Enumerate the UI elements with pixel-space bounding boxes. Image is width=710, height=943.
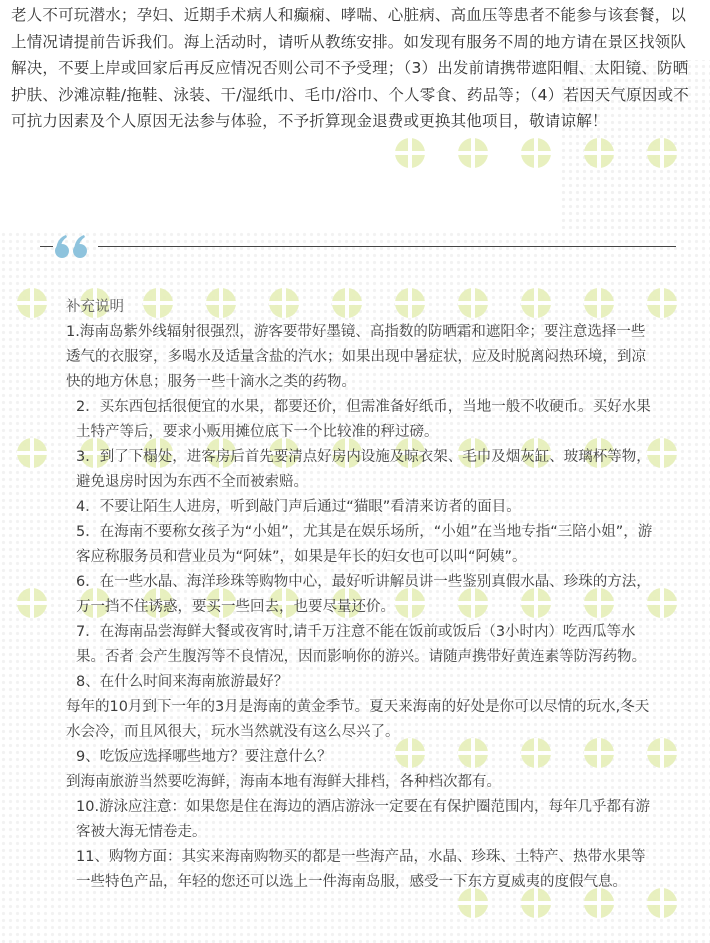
supplement-answer: 到海南旅游当然要吃海鲜，海南本地有海鲜大排档，各种档次都有。 xyxy=(66,774,501,790)
supplement-item: 11、购物方面：其实来海南购物买的都是一些海产品，水晶、珍珠、土特产、热带水果等一些特色产品，年轻的您还可以选上一件海南岛服，感受一下东方夏威夷的度假气息。 xyxy=(76,849,646,890)
supplement-answer: 每年的10月到下一年的3月是海南的黄金季节。夏天来海南的好处是你可以尽情的玩水,冬天水会冷，而且风很大，玩水当然就没有这么尽兴了。 xyxy=(66,699,650,740)
supplement-item: 6．在一些水晶、海洋珍珠等购物中心，最好听讲解员讲一些鉴别真假水晶、珍珠的方法，万一挡不住诱惑，要买一些回去，也要尽量还价。 xyxy=(76,574,651,615)
quote-icon xyxy=(54,233,94,259)
intro-paragraph: 老人不可玩潜水；孕妇、近期手术病人和癫痫、哮喘、心脏病、高血压等患者不能参与该套餐，以上情况请提前告诉我们。海上活动时，请听从教练安排。如发现有服务不周的地方请在景区找领队解决，不要上岸或回家后再反应情况否则公司不予受理；（3）出发前请携带遮阳帽、太阳镜、防晒护肤、沙滩凉鞋/拖鞋、泳装、干/湿纸巾、毛巾/浴巾、个人零食、药品等；（4）若因天气原因或不可抗力因素及个人原因无法参与体验，不予折算现金退费或更换其他项目，敬请谅解！ xyxy=(11,6,689,130)
divider-line-left xyxy=(40,246,53,247)
supplement-item: 2．买东西包括很便宜的水果，都要还价，但需准备好纸币，当地一般不收硬币。买好水果土特产等后，要求小贩用摊位底下一个比较准的秤过磅。 xyxy=(76,399,651,440)
section-divider xyxy=(40,233,676,259)
supplement-item: 5．在海南不要称女孩子为“小姐”，尤其是在娱乐场所，“小姐”在当地专指“三陪小姐”，游客应称服务员和营业员为“阿妹”，如果是年长的妇女也可以叫“阿姨”。 xyxy=(76,524,653,565)
supplement-item: 1.海南岛紫外线辐射很强烈，游客要带好墨镜、高指数的防晒霜和遮阳伞；要注意选择一些透气的衣服穿，多喝水及适量含盐的汽水；如果出现中暑症状，应及时脱离闷热环境，到凉快的地方休息；服务一些十滴水之类的药物。 xyxy=(66,324,646,390)
supplement-item: 4．不要让陌生人进房，听到敲门声后通过“猫眼”看清来访者的面目。 xyxy=(76,499,521,515)
supplement-item: 3．到了下榻处，进客房后首先要清点好房内设施及晾衣架、毛巾及烟灰缸、玻璃杯等物，避免退房时因为东西不全而被索赔。 xyxy=(76,449,651,490)
divider-line-right xyxy=(98,246,676,247)
supplement-item: 10.游泳应注意：如果您是住在海边的酒店游泳一定要在有保护圈范围内，每年几乎都有游客被大海无情卷走。 xyxy=(76,799,651,840)
supplement-title: 补充说明 xyxy=(66,299,124,315)
supplement-question: 9、吃饭应选择哪些地方？要注意什么？ xyxy=(76,749,332,765)
supplement-section xyxy=(66,295,656,895)
supplement-question: 8、在什么时间来海南旅游最好？ xyxy=(76,674,289,690)
supplement-item: 7．在海南品尝海鲜大餐或夜宵时,请千万注意不能在饭前或饭后（3小时内）吃西瓜等水果。否者 会产生腹泻等不良情况，因而影响你的游兴。请随声携带好黄连素等防泻药物。 xyxy=(76,624,647,665)
